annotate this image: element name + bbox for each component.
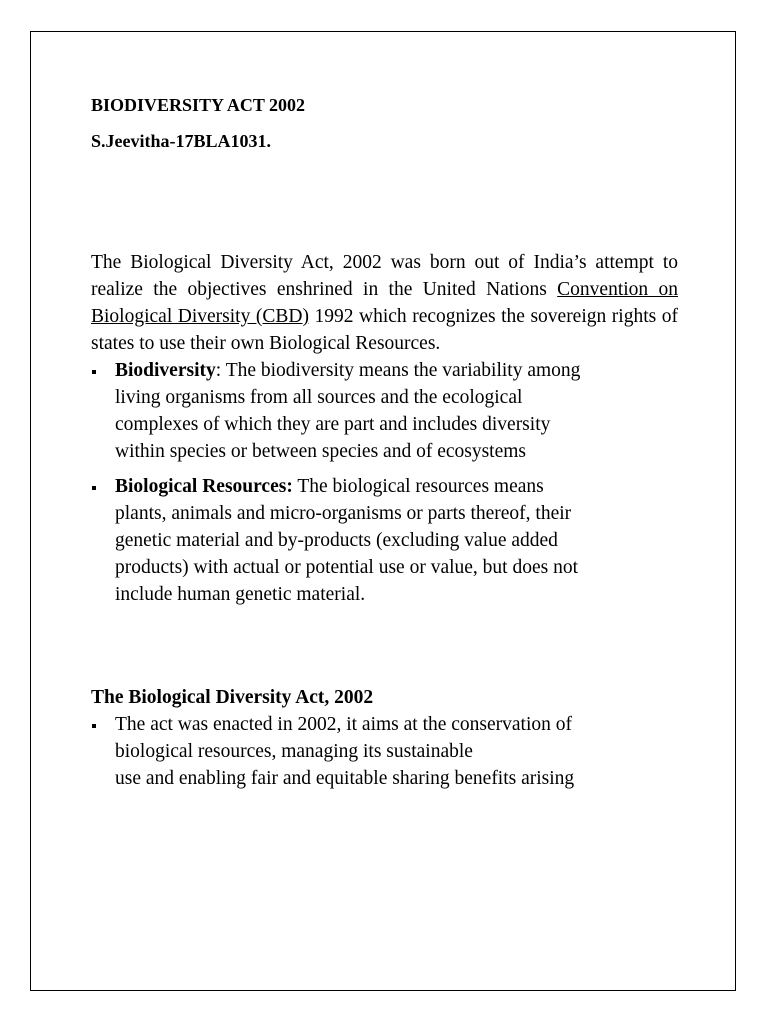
definition-term: Biological Resources: [115,476,293,497]
definition-line [115,357,678,384]
definition-text: : The biodiversity means the variability among [215,360,581,381]
document-author: S.Jeevitha-17BLA1031. [91,131,271,151]
list-item [91,711,678,792]
cbd-link-text: Convention on Biological Diversity (CBD) [91,279,679,327]
definition-text: The biological resources means [292,476,544,497]
list-item [91,473,678,608]
act-point-line: The act was enacted in 2002, it aims at the conservation of [115,714,573,735]
document-content [91,94,678,792]
document-title: BIODIVERSITY ACT 2002 [91,95,306,115]
definitions-list [91,357,678,608]
intro-text-after: 1992 which recognizes the sovereign rights of states to use their own Biological Resources. [91,306,678,354]
act-point-line: use and enabling fair and equitable sharing benefits arising [115,768,575,789]
definition-line: products) with actual or potential use or value, but does not [115,557,579,578]
definition-line: plants, animals and micro-organisms or parts thereof, their [115,503,572,524]
bullet-icon [92,370,96,374]
section-heading: The Biological Diversity Act, 2002 [91,687,374,708]
document-page [30,31,736,991]
definition-line: include human genetic material. [115,584,366,605]
definition-line [115,473,678,500]
list-item [91,357,678,465]
act-points-list [91,711,678,792]
definition-term: Biodiversity [115,360,216,381]
intro-text-before: The Biological Diversity Act, 2002 was born out of India’s attempt to realize the objectives enshrined in the United Nations [91,252,678,300]
act-point-line: biological resources, managing its sustainable [115,741,473,762]
definition-line: within species or between species and of ecosystems [115,441,527,462]
bullet-icon [92,724,96,728]
definition-line: complexes of which they are part and includes diversity [115,414,551,435]
bullet-icon [92,486,96,490]
definition-line: living organisms from all sources and the ecological [115,387,523,408]
intro-paragraph [91,249,678,357]
definition-line: genetic material and by-products (excluding value added [115,530,558,551]
